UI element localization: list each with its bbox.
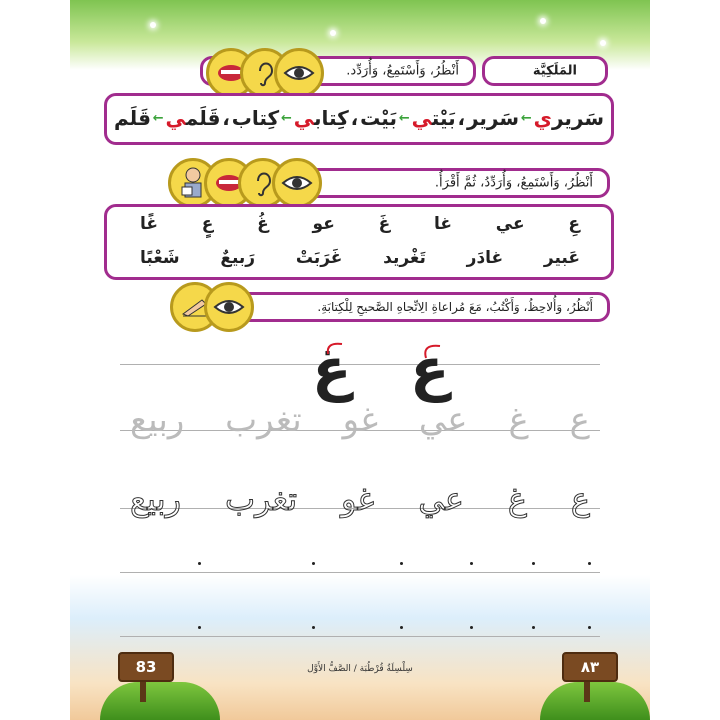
word-kitab: كِتاب: [231, 106, 280, 130]
word-chain: [114, 106, 604, 130]
start-dot: [532, 626, 535, 629]
model-word: ربيع: [130, 400, 185, 440]
letters-row: [140, 214, 580, 234]
stroke-direction-arrow: [312, 338, 352, 378]
model-words-row: [130, 400, 590, 440]
word-sarir: سَرير: [466, 106, 519, 130]
reading-word: شَعْبًا: [140, 248, 180, 268]
start-dot: [470, 626, 473, 629]
grass-right: [540, 682, 650, 720]
model-letter-ain: ع: [410, 335, 450, 403]
page-number-right: ٨٣: [562, 652, 618, 682]
reading-word: رَبيعٌ: [220, 248, 256, 268]
sparkle: [600, 40, 606, 46]
guide-line: [120, 364, 600, 365]
trace-word[interactable]: عي: [418, 480, 464, 518]
syllable: غُ: [257, 214, 269, 234]
syllable: غًا: [140, 214, 158, 234]
start-dot: [198, 626, 201, 629]
word-qalam: قَلَم: [114, 106, 151, 130]
instruction-text-1: أَنْظُرُ، وَأَسْتَمِعُ، وَأُرَدِّد.: [346, 63, 459, 79]
model-letter-ghain: غ: [312, 335, 352, 403]
start-dot: [400, 626, 403, 629]
grass-left: [100, 682, 220, 720]
reading-word: غَرَبَتْ: [295, 248, 343, 268]
model-word: عي: [418, 400, 468, 440]
start-dot: [588, 626, 591, 629]
trace-word[interactable]: تغرب: [224, 480, 298, 518]
eye-icon: [204, 282, 254, 332]
instruction-box-3: [200, 292, 610, 322]
instruction-text-3: أَنْظُرُ، وَأُلاحِظُ، وَأَكْتُبُ، مَعَ مُراعاةِ الِاتِّجاهِ الصَّحيحِ لِلْكِتابَةِ.: [317, 300, 593, 314]
start-dot: [470, 562, 473, 565]
comma: ،: [222, 106, 230, 130]
footer-series: سِلْسِلَةُ قُرْطُبَة / الصَّفُّ الأَوَّل: [307, 664, 413, 674]
start-dot: [312, 562, 315, 565]
word-bayti: بَيْتي: [411, 106, 456, 130]
syllable: عِ: [568, 214, 580, 234]
syllable: عي: [495, 214, 525, 234]
syllable: غا: [433, 214, 452, 234]
reading-word: تَغْريد: [383, 248, 426, 268]
syllable: غَ: [378, 214, 391, 234]
comma: ،: [457, 106, 466, 130]
comma: ،: [350, 106, 359, 130]
stroke-direction-arrow: [410, 338, 450, 378]
lesson-label-box: [482, 56, 608, 86]
trace-words-row: [130, 480, 590, 518]
instruction-text-2: أَنْظُرُ، وَأَسْتَمِعُ، وَأُرَدِّدُ، ثُمَّ أَقْرَأُ.: [434, 175, 593, 191]
syllable: عو: [312, 214, 335, 234]
syllable: عٍ: [201, 214, 214, 234]
word-kitabi: كِتابي: [293, 106, 349, 130]
reading-word: غادَر: [466, 248, 504, 268]
model-word: غ: [508, 400, 529, 440]
writing-line[interactable]: [120, 636, 600, 637]
writing-line[interactable]: [120, 572, 600, 573]
trace-word[interactable]: غ: [507, 480, 527, 518]
start-dot: [532, 562, 535, 565]
start-dot: [588, 562, 591, 565]
start-dot: [400, 562, 403, 565]
words-row: [140, 248, 580, 268]
trace-word[interactable]: ع: [570, 480, 590, 518]
model-word: غو: [342, 400, 379, 440]
word-qalami: قَلَمي: [165, 106, 221, 130]
model-word: تغرب: [225, 400, 302, 440]
start-dot: [312, 626, 315, 629]
sparkle: [330, 30, 336, 36]
word-sariri: سَريري: [533, 106, 604, 130]
sparkle: [150, 22, 156, 28]
eye-icon: [274, 48, 324, 98]
sparkle: [540, 18, 546, 24]
arrow-icon: ←: [398, 110, 410, 126]
arrow-icon: ←: [520, 110, 532, 126]
trace-word[interactable]: غو: [341, 480, 375, 518]
model-word: ع: [569, 400, 590, 440]
page-number-left: 83: [118, 652, 174, 682]
lesson-label: المَلَكِيَّة: [532, 63, 577, 79]
start-dot: [198, 562, 201, 565]
word-bayt: بَيْت: [360, 106, 397, 130]
arrow-icon: ←: [152, 110, 164, 126]
arrow-icon: ←: [281, 110, 292, 126]
reading-word: عَبير: [543, 248, 580, 268]
trace-word[interactable]: ربيع: [130, 480, 182, 518]
eye-icon: [272, 158, 322, 208]
